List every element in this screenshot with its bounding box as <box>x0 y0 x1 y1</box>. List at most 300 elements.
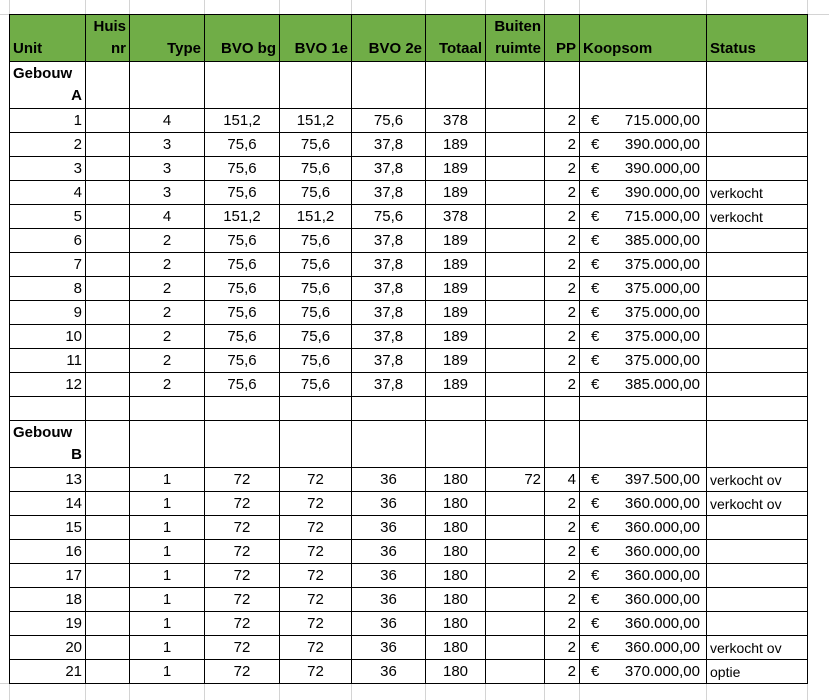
cell-status[interactable]: verkocht ov <box>710 640 782 656</box>
cell-bvo-bg[interactable]: 72 <box>233 471 251 488</box>
cell-bvo-1e[interactable]: 75,6 <box>300 328 331 345</box>
gridline <box>425 0 426 14</box>
euro-symbol: € <box>591 280 600 297</box>
gridline <box>706 684 707 700</box>
cell-pp[interactable]: 2 <box>567 376 576 393</box>
gridline <box>129 0 130 14</box>
cell-status[interactable]: verkocht ov <box>710 496 782 512</box>
cell-type[interactable]: 1 <box>162 615 172 632</box>
header-bvo-1e[interactable]: BVO 1e <box>294 40 348 57</box>
euro-symbol: € <box>591 591 600 608</box>
cell-bvo-1e[interactable]: 72 <box>307 519 324 536</box>
cell-bvo-1e[interactable]: 75,6 <box>300 160 331 177</box>
header-buitenruimte-line2[interactable]: ruimte <box>495 40 541 57</box>
cell-unit[interactable]: 12 <box>65 376 82 393</box>
cell-status[interactable] <box>707 157 807 180</box>
cell-bvo-1e[interactable]: 72 <box>307 567 324 584</box>
cell-huisnr[interactable] <box>86 540 129 563</box>
euro-symbol: € <box>591 615 600 632</box>
row-border <box>9 14 808 15</box>
euro-symbol: € <box>591 232 600 249</box>
cell-bvo-2e[interactable]: 37,8 <box>373 280 404 297</box>
cell-status[interactable] <box>707 229 807 252</box>
cell-bvo-bg[interactable]: 151,2 <box>223 208 261 225</box>
cell-bvo-1e[interactable]: 72 <box>307 615 324 632</box>
cell-unit[interactable]: 20 <box>65 639 82 656</box>
euro-symbol: € <box>591 639 600 656</box>
gridline <box>9 684 10 700</box>
cell-huisnr[interactable] <box>86 133 129 156</box>
cell-totaal[interactable]: 189 <box>442 160 469 177</box>
cell-bvo-bg[interactable]: 75,6 <box>227 328 257 345</box>
cell-pp[interactable]: 2 <box>567 136 576 153</box>
cell-bvo-bg[interactable]: 75,6 <box>227 184 257 201</box>
cell-bvo-1e[interactable]: 72 <box>307 663 324 680</box>
cell-status[interactable] <box>707 516 807 539</box>
cell-buitenruimte[interactable] <box>486 277 544 300</box>
cell-type[interactable]: 3 <box>162 184 172 201</box>
cell-huisnr[interactable] <box>86 612 129 635</box>
gridline <box>808 14 829 15</box>
cell-bvo-2e[interactable]: 37,8 <box>373 136 404 153</box>
cell-bvo-bg[interactable]: 75,6 <box>227 376 257 393</box>
cell-bvo-1e[interactable]: 72 <box>307 495 324 512</box>
cell-pp[interactable]: 2 <box>567 495 576 512</box>
cell-unit[interactable]: 5 <box>73 208 82 225</box>
gridline <box>544 0 545 14</box>
euro-symbol: € <box>591 184 600 201</box>
cell-type[interactable]: 2 <box>162 328 172 345</box>
euro-symbol: € <box>591 471 600 488</box>
cell-totaal[interactable]: 189 <box>442 352 469 369</box>
cell-huisnr[interactable] <box>86 301 129 324</box>
header-pp[interactable]: PP <box>555 40 576 57</box>
cell-unit[interactable]: 15 <box>65 519 82 536</box>
euro-symbol: € <box>591 112 600 129</box>
cell-huisnr[interactable] <box>86 109 129 132</box>
cell-pp[interactable]: 2 <box>567 256 576 273</box>
cell-bvo-2e[interactable]: 37,8 <box>373 160 404 177</box>
cell-pp[interactable]: 2 <box>567 112 576 129</box>
cell-bvo-2e[interactable]: 37,8 <box>373 352 404 369</box>
cell-totaal[interactable]: 189 <box>442 328 469 345</box>
row-border <box>9 396 808 397</box>
euro-symbol: € <box>591 663 600 680</box>
cell-bvo-bg[interactable]: 72 <box>233 663 251 680</box>
header-huisnr-line2[interactable]: nr <box>111 40 126 57</box>
cell-status[interactable] <box>707 301 807 324</box>
header-bvo-2e[interactable]: BVO 2e <box>368 40 422 57</box>
cell-unit[interactable]: 18 <box>65 591 82 608</box>
cell-pp[interactable]: 2 <box>567 352 576 369</box>
cell-koopsom[interactable]: 375.000,00 <box>624 352 700 369</box>
cell-bvo-2e[interactable]: 36 <box>380 519 397 536</box>
header-type[interactable]: Type <box>167 40 201 57</box>
group-label-line2[interactable]: B <box>71 446 82 463</box>
cell-koopsom[interactable]: 390.000,00 <box>624 160 700 177</box>
cell-buitenruimte[interactable] <box>486 516 544 539</box>
cell-status[interactable] <box>707 564 807 587</box>
cell-koopsom[interactable]: 385.000,00 <box>624 232 700 249</box>
cell-totaal[interactable]: 189 <box>442 232 469 249</box>
cell-totaal[interactable]: 180 <box>442 495 469 512</box>
cell-bvo-bg[interactable]: 72 <box>233 591 251 608</box>
cell-bvo-bg[interactable]: 72 <box>233 567 251 584</box>
cell-bvo-2e[interactable]: 37,8 <box>373 256 404 273</box>
cell-status[interactable] <box>707 133 807 156</box>
cell-type[interactable]: 2 <box>162 376 172 393</box>
gridline <box>485 684 486 700</box>
cell-pp[interactable]: 2 <box>567 184 576 201</box>
cell-status[interactable]: verkocht <box>710 209 763 225</box>
cell-buitenruimte[interactable] <box>486 157 544 180</box>
cell-bvo-1e[interactable]: 75,6 <box>300 136 331 153</box>
cell-bvo-2e[interactable]: 36 <box>380 639 397 656</box>
cell-type[interactable]: 2 <box>162 280 172 297</box>
cell-type[interactable]: 1 <box>162 663 172 680</box>
cell-buitenruimte[interactable] <box>486 349 544 372</box>
cell-koopsom[interactable]: 360.000,00 <box>624 615 700 632</box>
cell-type[interactable]: 2 <box>162 352 172 369</box>
euro-symbol: € <box>591 304 600 321</box>
cell-totaal[interactable]: 180 <box>442 639 469 656</box>
cell-koopsom[interactable]: 375.000,00 <box>624 256 700 273</box>
cell-type[interactable]: 2 <box>162 232 172 249</box>
cell-koopsom[interactable]: 360.000,00 <box>624 591 700 608</box>
cell-buitenruimte[interactable] <box>486 205 544 228</box>
cell-status[interactable]: verkocht ov <box>710 472 782 488</box>
cell-buitenruimte[interactable] <box>486 301 544 324</box>
cell-buitenruimte[interactable] <box>486 492 544 515</box>
cell-bvo-1e[interactable]: 75,6 <box>300 184 331 201</box>
cell-koopsom[interactable]: 360.000,00 <box>624 543 700 560</box>
cell-type[interactable]: 2 <box>162 256 172 273</box>
euro-symbol: € <box>591 543 600 560</box>
cell-huisnr[interactable] <box>86 468 129 491</box>
cell-status[interactable] <box>707 277 807 300</box>
cell-bvo-2e[interactable]: 37,8 <box>373 184 404 201</box>
cell-huisnr[interactable] <box>86 588 129 611</box>
cell-bvo-2e[interactable]: 36 <box>380 471 397 488</box>
cell-bvo-bg[interactable]: 151,2 <box>223 112 261 129</box>
cell-koopsom[interactable]: 360.000,00 <box>624 519 700 536</box>
cell-status[interactable] <box>707 612 807 635</box>
gridline <box>706 0 707 14</box>
gridline <box>204 684 205 700</box>
group-label-line2[interactable]: A <box>71 87 82 104</box>
cell-bvo-bg[interactable]: 75,6 <box>227 232 257 249</box>
cell-type[interactable]: 4 <box>162 208 172 225</box>
gridline <box>0 683 9 684</box>
cell-bvo-1e[interactable]: 75,6 <box>300 280 331 297</box>
cell-status[interactable] <box>707 325 807 348</box>
header-koopsom[interactable]: Koopsom <box>583 40 653 57</box>
cell-totaal[interactable]: 180 <box>442 567 469 584</box>
cell-huisnr[interactable] <box>86 277 129 300</box>
cell-bvo-2e[interactable]: 36 <box>380 567 397 584</box>
cell-buitenruimte[interactable]: 72 <box>524 471 541 488</box>
cell-type[interactable]: 1 <box>162 495 172 512</box>
cell-buitenruimte[interactable] <box>486 564 544 587</box>
gridline <box>351 684 352 700</box>
gridline <box>425 684 426 700</box>
euro-symbol: € <box>591 567 600 584</box>
cell-pp[interactable]: 2 <box>567 160 576 177</box>
cell-pp[interactable]: 2 <box>567 543 576 560</box>
cell-koopsom[interactable]: 385.000,00 <box>624 376 700 393</box>
cell-koopsom[interactable]: 390.000,00 <box>624 136 700 153</box>
cell-bvo-2e[interactable]: 37,8 <box>373 304 404 321</box>
gridline <box>351 0 352 14</box>
group-label-line1[interactable]: Gebouw <box>13 424 73 441</box>
cell-totaal[interactable]: 189 <box>442 256 469 273</box>
cell-unit[interactable]: 16 <box>65 543 82 560</box>
cell-totaal[interactable]: 180 <box>442 471 469 488</box>
gridline <box>579 684 580 700</box>
cell-huisnr[interactable] <box>86 253 129 276</box>
cell-bvo-bg[interactable]: 72 <box>233 639 251 656</box>
cell-pp[interactable]: 2 <box>567 663 576 680</box>
cell-bvo-2e[interactable]: 36 <box>380 495 397 512</box>
cell-border <box>807 14 808 684</box>
cell-pp[interactable]: 2 <box>567 639 576 656</box>
gridline <box>204 0 205 14</box>
cell-huisnr[interactable] <box>86 325 129 348</box>
cell-type[interactable]: 4 <box>162 112 172 129</box>
cell-status[interactable]: optie <box>710 664 741 680</box>
gridline <box>807 0 808 14</box>
cell-buitenruimte[interactable] <box>486 540 544 563</box>
header-buitenruimte-line1[interactable]: Buiten <box>494 18 541 35</box>
row-border <box>9 420 808 421</box>
gridline <box>129 684 130 700</box>
cell-status[interactable]: verkocht <box>710 185 763 201</box>
cell-huisnr[interactable] <box>86 636 129 659</box>
cell-unit[interactable]: 19 <box>65 615 82 632</box>
cell-pp[interactable]: 2 <box>567 208 576 225</box>
cell-bvo-1e[interactable]: 72 <box>307 639 324 656</box>
cell-unit[interactable]: 2 <box>73 136 82 153</box>
cell-totaal[interactable]: 180 <box>442 663 469 680</box>
cell-type[interactable]: 2 <box>162 304 172 321</box>
cell-totaal[interactable]: 189 <box>442 304 469 321</box>
cell-buitenruimte[interactable] <box>486 109 544 132</box>
cell-huisnr[interactable] <box>86 157 129 180</box>
row-border <box>9 61 808 62</box>
cell-bvo-bg[interactable]: 72 <box>233 543 251 560</box>
cell-buitenruimte[interactable] <box>486 636 544 659</box>
euro-symbol: € <box>591 160 600 177</box>
cell-koopsom[interactable]: 360.000,00 <box>624 567 700 584</box>
cell-bvo-bg[interactable]: 75,6 <box>227 136 257 153</box>
cell-type[interactable]: 1 <box>162 471 172 488</box>
cell-buitenruimte[interactable] <box>486 133 544 156</box>
cell-bvo-1e[interactable]: 151,2 <box>296 112 335 129</box>
cell-buitenruimte[interactable] <box>486 588 544 611</box>
cell-bvo-1e[interactable]: 75,6 <box>300 352 331 369</box>
cell-unit[interactable]: 10 <box>65 328 82 345</box>
gridline <box>85 0 86 14</box>
cell-unit[interactable]: 3 <box>73 160 82 177</box>
cell-bvo-bg[interactable]: 72 <box>233 615 251 632</box>
gridline <box>579 0 580 14</box>
cell-unit[interactable]: 21 <box>65 663 82 680</box>
cell-bvo-1e[interactable]: 151,2 <box>296 208 335 225</box>
header-status[interactable]: Status <box>710 40 756 57</box>
cell-buitenruimte[interactable] <box>486 612 544 635</box>
cell-bvo-bg[interactable]: 75,6 <box>227 256 257 273</box>
cell-bvo-1e[interactable]: 75,6 <box>300 256 331 273</box>
euro-symbol: € <box>591 519 600 536</box>
cell-pp[interactable]: 2 <box>567 519 576 536</box>
header-totaal[interactable]: Totaal <box>438 40 482 57</box>
gridline <box>85 684 86 700</box>
cell-unit[interactable]: 7 <box>73 256 82 273</box>
cell-buitenruimte[interactable] <box>486 373 544 396</box>
cell-totaal[interactable]: 378 <box>442 208 469 225</box>
cell-bvo-2e[interactable]: 36 <box>380 663 397 680</box>
cell-koopsom[interactable]: 715.000,00 <box>624 112 700 129</box>
cell-buitenruimte[interactable] <box>486 229 544 252</box>
cell-buitenruimte[interactable] <box>486 660 544 683</box>
cell-totaal[interactable]: 189 <box>442 376 469 393</box>
euro-symbol: € <box>591 136 600 153</box>
cell-unit[interactable]: 8 <box>73 280 82 297</box>
euro-symbol: € <box>591 208 600 225</box>
cell-type[interactable]: 3 <box>162 160 172 177</box>
cell-type[interactable]: 1 <box>162 567 172 584</box>
cell-huisnr[interactable] <box>86 660 129 683</box>
cell-totaal[interactable]: 180 <box>442 615 469 632</box>
cell-unit[interactable]: 4 <box>73 184 82 201</box>
cell-totaal[interactable]: 180 <box>442 591 469 608</box>
cell-status[interactable] <box>707 373 807 396</box>
cell-unit[interactable]: 17 <box>65 567 82 584</box>
euro-symbol: € <box>591 495 600 512</box>
cell-totaal[interactable]: 180 <box>442 519 469 536</box>
cell-totaal[interactable]: 180 <box>442 543 469 560</box>
header-unit[interactable]: Unit <box>13 40 43 57</box>
cell-bvo-bg[interactable]: 75,6 <box>227 304 257 321</box>
cell-bvo-bg[interactable]: 75,6 <box>227 160 257 177</box>
cell-huisnr[interactable] <box>86 349 129 372</box>
cell-status[interactable] <box>707 588 807 611</box>
cell-status[interactable] <box>707 109 807 132</box>
header-bvo-bg[interactable]: BVO bg <box>221 40 276 57</box>
cell-pp[interactable]: 2 <box>567 328 576 345</box>
cell-huisnr[interactable] <box>86 181 129 204</box>
cell-type[interactable]: 1 <box>162 519 172 536</box>
cell-bvo-2e[interactable]: 36 <box>380 543 397 560</box>
header-huisnr-line1[interactable]: Huis <box>93 18 126 35</box>
cell-huisnr[interactable] <box>86 492 129 515</box>
cell-bvo-2e[interactable]: 37,8 <box>373 232 404 249</box>
gridline <box>279 684 280 700</box>
cell-status[interactable] <box>707 253 807 276</box>
cell-unit[interactable]: 11 <box>66 352 82 369</box>
cell-status[interactable] <box>707 349 807 372</box>
cell-type[interactable]: 1 <box>162 591 172 608</box>
cell-buitenruimte[interactable] <box>486 253 544 276</box>
cell-bvo-1e[interactable]: 75,6 <box>300 232 331 249</box>
cell-status[interactable] <box>707 540 807 563</box>
cell-buitenruimte[interactable] <box>486 325 544 348</box>
cell-koopsom[interactable]: 715.000,00 <box>624 208 700 225</box>
cell-koopsom[interactable]: 375.000,00 <box>624 304 700 321</box>
gridline <box>0 14 9 15</box>
cell-pp[interactable]: 2 <box>567 304 576 321</box>
cell-koopsom[interactable]: 360.000,00 <box>624 495 700 512</box>
cell-type[interactable]: 1 <box>162 639 172 656</box>
cell-koopsom[interactable]: 360.000,00 <box>624 639 700 656</box>
cell-unit[interactable]: 14 <box>65 495 82 512</box>
cell-bvo-bg[interactable]: 75,6 <box>227 280 257 297</box>
cell-unit[interactable]: 13 <box>65 471 82 488</box>
cell-bvo-2e[interactable]: 36 <box>380 591 397 608</box>
cell-huisnr[interactable] <box>86 205 129 228</box>
cell-pp[interactable]: 2 <box>567 232 576 249</box>
cell-type[interactable]: 3 <box>162 136 172 153</box>
cell-bvo-bg[interactable]: 75,6 <box>227 352 257 369</box>
cell-bvo-2e[interactable]: 37,8 <box>373 328 404 345</box>
gridline <box>485 0 486 14</box>
cell-bvo-1e[interactable]: 75,6 <box>300 304 331 321</box>
cell-totaal[interactable]: 189 <box>442 136 469 153</box>
cell-unit[interactable]: 1 <box>73 112 82 129</box>
cell-bvo-2e[interactable]: 37,8 <box>373 376 404 393</box>
cell-bvo-bg[interactable]: 72 <box>233 519 251 536</box>
cell-huisnr[interactable] <box>86 373 129 396</box>
cell-huisnr[interactable] <box>86 516 129 539</box>
cell-pp[interactable]: 2 <box>567 280 576 297</box>
cell-buitenruimte[interactable] <box>486 181 544 204</box>
cell-unit[interactable]: 9 <box>73 304 82 321</box>
cell-pp[interactable]: 2 <box>567 615 576 632</box>
euro-symbol: € <box>591 376 600 393</box>
cell-bvo-1e[interactable]: 72 <box>307 591 324 608</box>
cell-koopsom[interactable]: 390.000,00 <box>624 184 700 201</box>
group-label-line1[interactable]: Gebouw <box>13 65 73 82</box>
cell-bvo-1e[interactable]: 72 <box>307 543 324 560</box>
cell-bvo-2e[interactable]: 75,6 <box>373 208 404 225</box>
cell-koopsom[interactable]: 375.000,00 <box>624 328 700 345</box>
cell-koopsom[interactable]: 370.000,00 <box>624 663 700 680</box>
cell-bvo-2e[interactable]: 36 <box>380 615 397 632</box>
cell-koopsom[interactable]: 375.000,00 <box>624 280 700 297</box>
cell-totaal[interactable]: 378 <box>442 112 469 129</box>
cell-huisnr[interactable] <box>86 564 129 587</box>
cell-totaal[interactable]: 189 <box>442 280 469 297</box>
cell-totaal[interactable]: 189 <box>442 184 469 201</box>
gridline <box>544 684 545 700</box>
cell-pp[interactable]: 4 <box>567 471 576 488</box>
gridline <box>9 0 10 14</box>
cell-huisnr[interactable] <box>86 229 129 252</box>
gridline <box>279 0 280 14</box>
cell-pp[interactable]: 2 <box>567 567 576 584</box>
cell-bvo-1e[interactable]: 75,6 <box>300 376 331 393</box>
cell-bvo-1e[interactable]: 72 <box>307 471 324 488</box>
cell-unit[interactable]: 6 <box>73 232 82 249</box>
row-border <box>9 683 808 684</box>
gridline <box>807 684 808 700</box>
cell-pp[interactable]: 2 <box>567 591 576 608</box>
cell-type[interactable]: 1 <box>162 543 172 560</box>
cell-bvo-2e[interactable]: 75,6 <box>373 112 404 129</box>
cell-koopsom[interactable]: 397.500,00 <box>624 471 700 488</box>
cell-bvo-bg[interactable]: 72 <box>233 495 251 512</box>
euro-symbol: € <box>591 256 600 273</box>
